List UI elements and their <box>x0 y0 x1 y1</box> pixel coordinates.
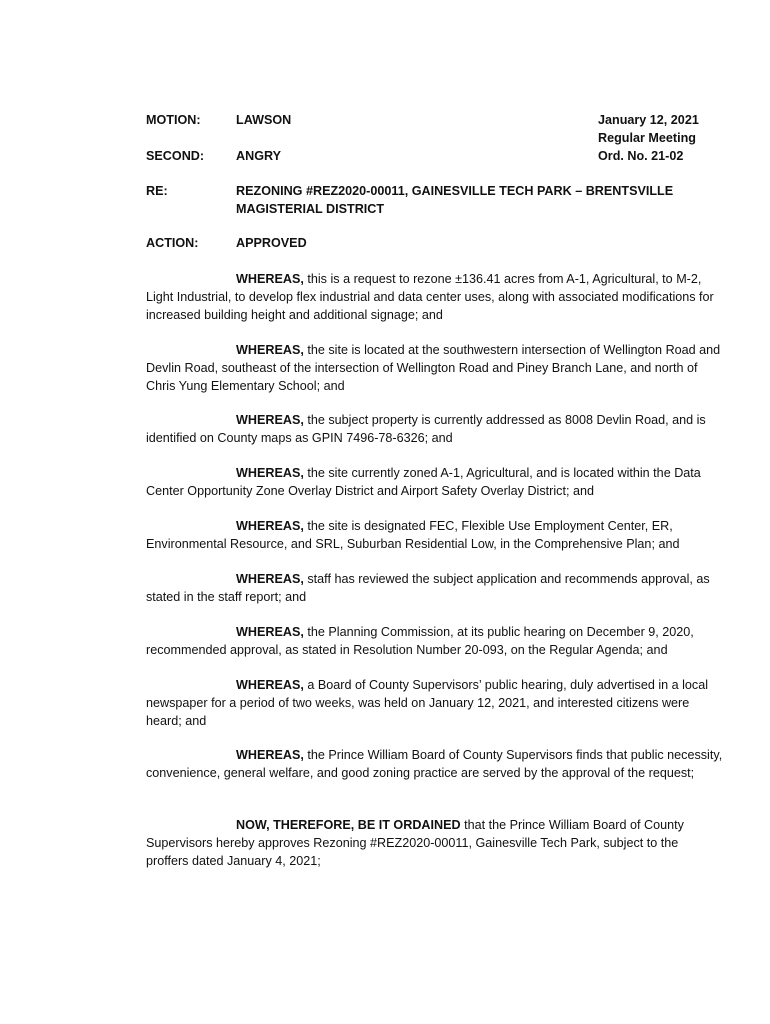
paragraph-lead: WHEREAS, <box>236 572 304 586</box>
paragraph-lead: WHEREAS, <box>236 343 304 357</box>
whereas-paragraph-3 <box>146 411 724 447</box>
paragraph-text: the subject property is currently addressed as 8008 Devlin Road, and is identified on County maps as GPIN 7496-78-6326; and <box>146 413 706 445</box>
whereas-paragraph-4 <box>146 464 724 500</box>
paragraph-text: this is a request to rezone ±136.41 acres from A-1, Agricultural, to M-2, Light Industrial, to develop flex industrial and data center uses, along with associated modifications for increased building height and additional signage; and <box>146 272 714 322</box>
ordained-paragraph <box>146 816 724 870</box>
paragraph-text: a Board of County Supervisors’ public hearing, duly advertised in a local newspaper for a period of two weeks, was held on January 12, 2021, and interested citizens were heard; and <box>146 678 709 728</box>
paragraph-lead: WHEREAS, <box>236 272 304 286</box>
paragraph-text: that the Prince William Board of County Supervisors hereby approves Rezoning #REZ2020-00011, Gainesville Tech Park, subject to the proffers dated January 4, 2021; <box>146 818 684 868</box>
whereas-paragraph-8 <box>146 676 724 730</box>
motion-value: LAWSON <box>236 113 292 127</box>
whereas-paragraph-9 <box>146 746 724 782</box>
paragraph-text: the Prince William Board of County Supervisors finds that public necessity, convenience, general welfare, and good zoning practice are served by the approval of the request; <box>146 748 723 780</box>
paragraph-lead: WHEREAS, <box>236 519 304 533</box>
paragraph-lead: WHEREAS, <box>236 413 304 427</box>
re-value: REZONING #REZ2020-00011, GAINESVILLE TECH PARK – BRENTSVILLE MAGISTERIAL DISTRICT <box>236 184 674 216</box>
paragraph-text: the Planning Commission, at its public hearing on December 9, 2020, recommended approval, as stated in Resolution Number 20-093, on the Regular Agenda; and <box>146 625 694 657</box>
whereas-paragraph-1 <box>146 270 724 324</box>
paragraph-lead: WHEREAS, <box>236 625 304 639</box>
paragraph-lead: NOW, THEREFORE, BE IT ORDAINED <box>236 818 461 832</box>
whereas-paragraph-7 <box>146 623 724 659</box>
ordinance-number: Ord. No. 21-02 <box>598 149 684 163</box>
paragraph-lead: WHEREAS, <box>236 678 304 692</box>
paragraph-text: staff has reviewed the subject application and recommends approval, as stated in the staff report; and <box>146 572 710 604</box>
paragraph-lead: WHEREAS, <box>236 466 304 480</box>
meeting-date: January 12, 2021 <box>598 113 699 127</box>
whereas-paragraph-2 <box>146 341 724 395</box>
re-label: RE: <box>146 184 168 198</box>
second-value: ANGRY <box>236 149 282 163</box>
paragraph-text: the site is designated FEC, Flexible Use Employment Center, ER, Environmental Resource, and SRL, Suburban Residential Low, in the Comprehensive Plan; and <box>146 519 680 551</box>
motion-label: MOTION: <box>146 113 201 127</box>
paragraph-lead: WHEREAS, <box>236 748 304 762</box>
action-value: APPROVED <box>236 236 307 250</box>
whereas-paragraph-5 <box>146 517 724 553</box>
paragraph-text: the site currently zoned A-1, Agricultural, and is located within the Data Center Opportunity Zone Overlay District and Airport Safety Overlay District; and <box>146 466 701 498</box>
meeting-type: Regular Meeting <box>598 131 696 145</box>
whereas-paragraph-6 <box>146 570 724 606</box>
action-label: ACTION: <box>146 236 199 250</box>
paragraph-text: the site is located at the southwestern intersection of Wellington Road and Devlin Road, southeast of the intersection of Wellington Road and Piney Branch Lane, and north of Chris Yung Elementary School; and <box>146 343 721 393</box>
second-label: SECOND: <box>146 149 205 163</box>
